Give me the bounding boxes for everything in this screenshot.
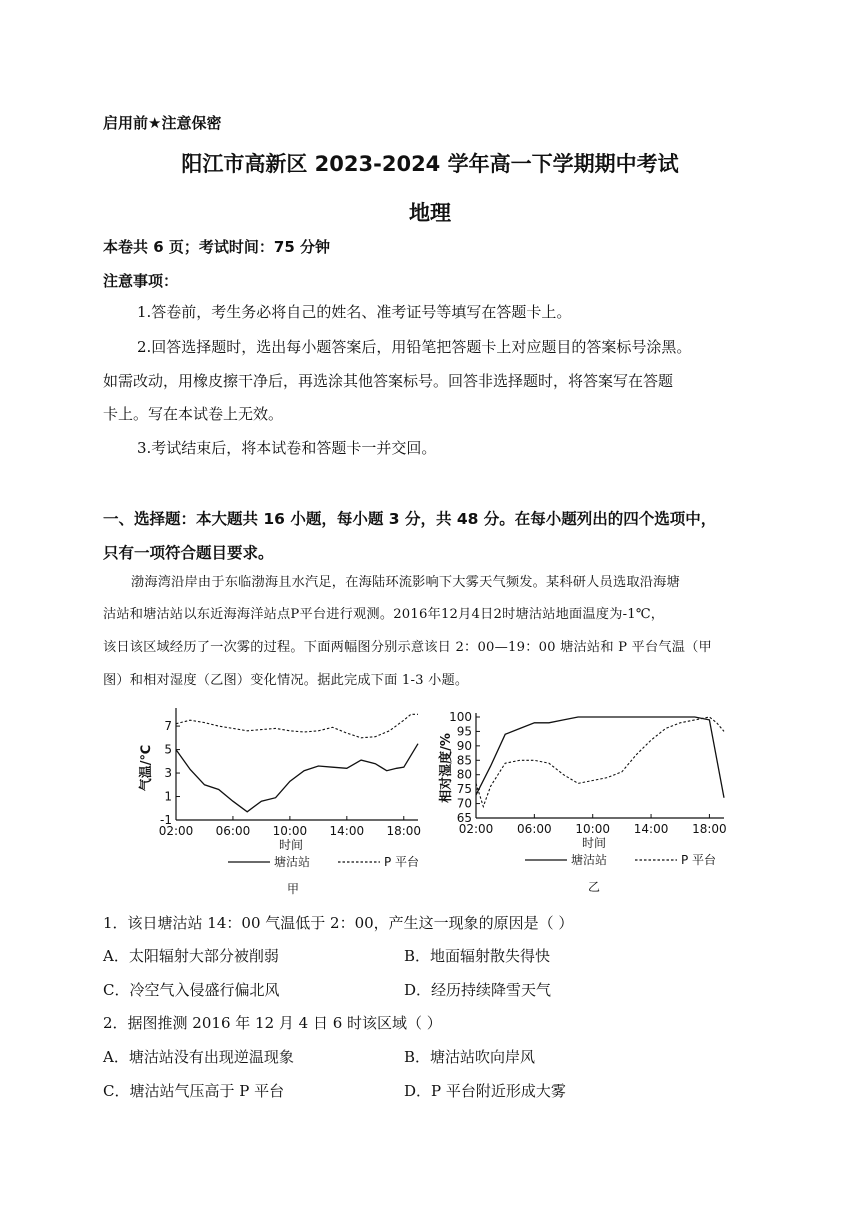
x-tick-label: 14:00 [633, 822, 669, 836]
note-item: 如需改动，用橡皮擦干净后，再选涂其他答案标号。回答非选择题时，将答案写在答题 [103, 372, 674, 390]
y-tick-label: 100 [449, 710, 472, 724]
legend-label: P 平台 [384, 855, 420, 869]
question-option: D．经历持续降雪天气 [404, 981, 552, 999]
legend-label: 塘沽站 [571, 853, 608, 867]
y-tick-label: 65 [456, 811, 472, 825]
note-item: 2.回答选择题时，选出每小题答案后，用铅笔把答题卡上对应题目的答案标号涂黑。 [137, 338, 692, 356]
question-option: D．P 平台附近形成大雾 [404, 1082, 566, 1100]
x-tick-label: 06:00 [215, 824, 251, 838]
section-heading: 一、选择题：本大题共 16 小题，每小题 3 分，共 48 分。在每小题列出的四个选项中， [103, 510, 717, 528]
question-stem: 1．该日塘沽站 14：00 气温低于 2：00，产生这一现象的原因是（ ） [103, 914, 574, 932]
notes-heading: 注意事项： [103, 272, 179, 290]
y-tick-label: 7 [164, 719, 172, 734]
x-tick-label: 06:00 [517, 822, 552, 836]
page-title: 阳江市高新区 2023-2024 学年高一下学期期中考试 [181, 152, 679, 176]
x-tick-label: 02:00 [158, 824, 194, 838]
question-option: A．太阳辐射大部分被削弱 [103, 947, 279, 965]
chart-caption: 乙 [587, 880, 601, 894]
note-item: 3.考试结束后，将本试卷和答题卡一并交回。 [137, 439, 437, 457]
y-tick-label: 5 [164, 742, 172, 757]
y-tick-label: -1 [160, 813, 172, 827]
question-option: B．地面辐射散失得快 [404, 947, 551, 965]
x-tick-label: 02:00 [458, 822, 494, 836]
series-line-tanggu [176, 744, 418, 812]
charts-figure [0, 700, 860, 905]
legend-label: P 平台 [681, 853, 717, 867]
x-axis-label: 时间 [581, 836, 607, 850]
x-tick-label: 10:00 [272, 824, 308, 838]
y-axis-label: 相对湿度/% [439, 733, 454, 803]
subject-title: 地理 [409, 201, 451, 225]
question-option: C．冷空气入侵盛行偏北风 [103, 981, 280, 999]
section-heading: 只有一项符合题目要求。 [103, 544, 274, 562]
chart-humidity [438, 710, 727, 894]
question-stem: 2．据图推测 2016 年 12 月 4 日 6 时该区域（ ） [103, 1014, 442, 1032]
chart-caption: 甲 [286, 882, 300, 896]
x-tick-label: 10:00 [575, 822, 611, 836]
intro-line: 图）和相对湿度（乙图）变化情况。据此完成下面 1-3 小题。 [103, 673, 469, 688]
y-tick-label: 80 [456, 767, 472, 782]
y-tick-label: 1 [164, 789, 172, 804]
chart-temperature [138, 708, 421, 896]
x-tick-label: 18:00 [386, 824, 422, 838]
note-item: 卡上。写在本试卷上无效。 [103, 405, 284, 423]
y-axis-label: 气温/℃ [139, 744, 154, 792]
y-tick-label: 90 [456, 738, 472, 753]
x-axis-label: 时间 [278, 838, 304, 852]
y-tick-label: 3 [164, 766, 172, 781]
x-tick-label: 18:00 [692, 822, 727, 836]
exam-meta: 本卷共 6 页；考试时间：75 分钟 [103, 238, 330, 256]
intro-line: 沽站和塘沽站以东近海海洋站点P平台进行观测。2016年12月4日2时塘沽站地面温度为-1℃， [103, 607, 665, 622]
question-option: B．塘沽站吹向岸风 [404, 1048, 536, 1066]
y-tick-label: 70 [456, 796, 472, 811]
x-tick-label: 14:00 [329, 824, 365, 838]
question-option: C．塘沽站气压高于 P 平台 [103, 1082, 285, 1100]
y-tick-label: 95 [456, 724, 472, 739]
intro-line: 该日该区域经历了一次雾的过程。下面两幅图分别示意该日 2：00—19：00 塘沽站和 P 平台气温（甲 [103, 640, 712, 655]
question-option: A．塘沽站没有出现逆温现象 [103, 1048, 294, 1066]
intro-line: 渤海湾沿岸由于东临渤海且水汽足，在海陆环流影响下大雾天气频发。某科研人员选取沿海塘 [131, 575, 680, 590]
series-line-p-platform [176, 714, 418, 738]
legend-label: 塘沽站 [274, 855, 311, 869]
y-tick-label: 85 [456, 753, 472, 768]
y-tick-label: 75 [456, 782, 472, 797]
secret-label: 启用前★注意保密 [103, 114, 222, 132]
note-item: 1.答卷前，考生务必将自己的姓名、准考证号等填写在答题卡上。 [137, 303, 572, 321]
series-line-tanggu [476, 717, 724, 798]
